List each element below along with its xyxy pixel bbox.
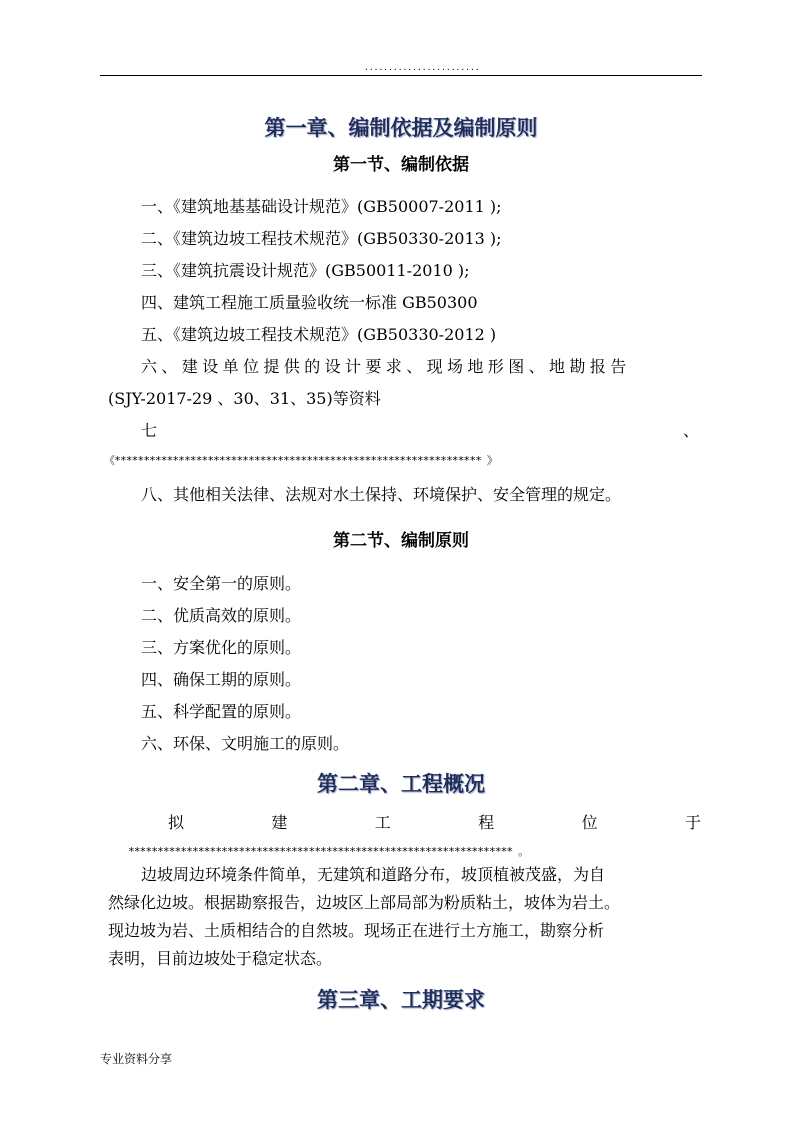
basis-item-6-line2: (SJY-2017-29 、30、31、35)等资料 [108, 389, 381, 408]
overview-char: 于 [684, 813, 701, 832]
overview-char: 程 [478, 813, 495, 832]
chapter-3-title: 第三章、工期要求 [317, 988, 485, 1012]
overview-para-line-3: 现边坡为岩、土质相结合的自然坡。现场正在进行土方施工，勘察分析 [108, 921, 605, 940]
chapter-1-title: 第一章、编制依据及编制原则 [264, 116, 538, 140]
footer-text: 专业资料分享 [100, 1052, 173, 1066]
basis-item-7-stars: 《*************************************************************** 》 [104, 454, 498, 467]
item-7-separator: 、 [682, 421, 699, 440]
overview-char: 位 [581, 813, 598, 832]
overview-para-line-2: 然绿化边坡。根据勘察报告，边坡区上部局部为粉质粘土，坡体为岩土。 [108, 893, 621, 912]
overview-stars: ****************************************************************** 。 [128, 845, 529, 858]
basis-item-2: 二、《建筑边坡工程技术规范》(GB50330-2013 ); [141, 229, 502, 248]
principle-item-1: 一、安全第一的原则。 [141, 574, 302, 593]
chapter-2-title: 第二章、工程概况 [317, 772, 485, 796]
principle-item-2: 二、优质高效的原则。 [141, 606, 302, 625]
overview-para-line-1: 边坡周边环境条件简单，无建筑和道路分布，坡顶植被茂盛，为自 [141, 865, 606, 884]
basis-item-6-line1: 六、建设单位提供的设计要求、现场地形图、地勘报告 [141, 357, 631, 376]
basis-item-1: 一、《建筑地基基础设计规范》(GB50007-2011 ); [141, 197, 502, 216]
basis-item-4: 四、建筑工程施工质量验收统一标准 GB50300 [141, 293, 478, 312]
principle-item-4: 四、确保工期的原则。 [141, 670, 302, 689]
basis-item-8: 八、其他相关法律、法规对水土保持、环境保护、安全管理的规定。 [141, 485, 622, 504]
principle-item-6: 六、环保、文明施工的原则。 [141, 734, 350, 753]
basis-item-3: 三、《建筑抗震设计规范》(GB50011-2010 ); [141, 261, 470, 280]
overview-char: 拟 [168, 813, 185, 832]
overview-char: 建 [271, 813, 288, 832]
overview-char: 工 [374, 813, 391, 832]
overview-line-1 [168, 810, 701, 833]
overview-para-line-4: 表明，目前边坡处于稳定状态。 [108, 949, 333, 968]
header-rule [100, 75, 702, 76]
principle-item-5: 五、科学配置的原则。 [141, 702, 302, 721]
basis-item-5: 五、《建筑边坡工程技术规范》(GB50330-2012 ) [141, 325, 497, 344]
section-2-title: 第二节、编制原则 [333, 531, 469, 551]
item-7-number: 七 [141, 421, 158, 440]
basis-item-7-line1 [141, 418, 699, 441]
principle-item-3: 三、方案优化的原则。 [141, 638, 302, 657]
header-dots: ........................ [364, 63, 480, 72]
section-1-title: 第一节、编制依据 [333, 155, 469, 175]
